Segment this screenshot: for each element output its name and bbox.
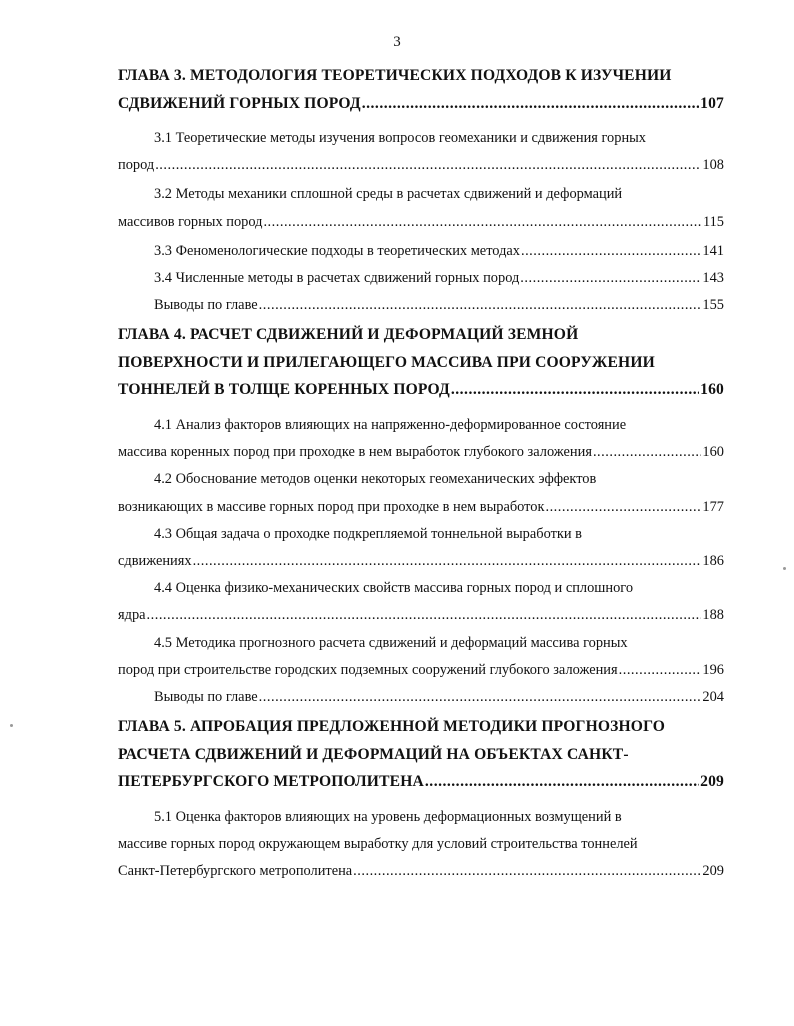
toc-section-4-4[interactable] [118, 575, 724, 629]
section-title-end: ядра [118, 607, 146, 624]
dot-leader [353, 858, 701, 885]
chapter-title-line: РАСЧЕТА СДВИЖЕНИЙ И ДЕФОРМАЦИЙ НА ОБЪЕКТАХ САНКТ- [118, 745, 629, 763]
toc-section-4-1[interactable] [118, 412, 724, 466]
toc-section-3-4[interactable] [118, 265, 724, 292]
page-ref: 160 [702, 444, 724, 461]
section-title-end: пород при строительстве городских подземных сооружений глубокого заложения [118, 661, 618, 678]
section-title: 3.2 Методы механики сплошной среды в расчетах сдвижений и деформаций [154, 186, 623, 203]
section-entry-line [118, 657, 724, 684]
chapter-title-line: ПОВЕРХНОСТИ И ПРИЛЕГАЮЩЕГО МАССИВА ПРИ СООРУЖЕНИИ [118, 353, 655, 371]
page-ref: 209 [702, 863, 724, 880]
section-entry-line [118, 858, 724, 885]
page-ref: 186 [702, 552, 724, 569]
toc-chapter-5[interactable] [118, 713, 724, 796]
dot-leader [155, 152, 701, 179]
section-title: 5.1 Оценка факторов влияющих на уровень деформационных возмущений в [154, 808, 622, 825]
page-ref: 155 [702, 297, 724, 314]
table-of-contents [118, 62, 724, 885]
dot-leader [362, 90, 699, 118]
dot-leader [263, 209, 701, 236]
dot-leader [147, 602, 702, 629]
section-entry-line [154, 238, 724, 265]
toc-chapter-3[interactable] [118, 62, 724, 117]
chapter-title-line: ГЛАВА 4. РАСЧЕТ СДВИЖЕНИЙ И ДЕФОРМАЦИЙ ЗЕМНОЙ [118, 326, 579, 344]
section-entry-line [154, 684, 724, 711]
dot-leader [259, 684, 702, 711]
page-ref: 141 [702, 242, 724, 259]
page-ref: 115 [702, 213, 724, 230]
page-ref: 160 [700, 381, 724, 399]
dot-leader [619, 657, 702, 684]
page-ref: 204 [702, 688, 724, 705]
section-entry-line [118, 209, 724, 236]
page-ref: 196 [702, 661, 724, 678]
section-title: Выводы по главе [154, 297, 258, 314]
toc-section-4-3[interactable] [118, 521, 724, 575]
page-ref: 108 [702, 157, 724, 174]
chapter-title-line: ГЛАВА 5. АПРОБАЦИЯ ПРЕДЛОЖЕННОЙ МЕТОДИКИ ПРОГНОЗНОГО [118, 718, 666, 736]
toc-conclusions-ch4[interactable] [118, 684, 724, 711]
scan-speck [783, 567, 786, 570]
page-ref: 107 [700, 94, 724, 112]
section-title: 3.1 Теоретические методы изучения вопросов геомеханики и сдвижения горных [154, 130, 647, 146]
toc-section-4-2[interactable] [118, 466, 724, 520]
dot-leader [545, 494, 701, 521]
section-entry-line [154, 292, 724, 319]
section-title-end: массивов горных пород [118, 213, 263, 230]
dot-leader [193, 548, 702, 575]
dot-leader [425, 768, 699, 796]
section-entry-line [118, 548, 724, 575]
toc-chapter-4[interactable] [118, 321, 724, 404]
section-entry-line [118, 152, 724, 179]
section-entry-line [118, 602, 724, 629]
chapter-entry-line [118, 768, 724, 796]
chapter-title-line: СДВИЖЕНИЙ ГОРНЫХ ПОРОД [118, 94, 361, 112]
page-ref: 188 [702, 607, 724, 624]
section-title: 4.2 Обоснование методов оценки некоторых геомеханических эффектов [154, 471, 597, 488]
scan-speck [10, 724, 13, 727]
page-ref: 143 [702, 270, 724, 287]
section-title-end: сдвижениях [118, 552, 192, 569]
toc-conclusions-ch3[interactable] [118, 292, 724, 319]
page-ref: 209 [700, 773, 724, 791]
section-entry-line [118, 439, 724, 466]
toc-section-3-3[interactable] [118, 238, 724, 265]
dot-leader [521, 238, 701, 265]
page-ref: 177 [702, 498, 724, 515]
toc-section-4-5[interactable] [118, 630, 724, 684]
chapter-title-line: ГЛАВА 3. МЕТОДОЛОГИЯ ТЕОРЕТИЧЕСКИХ ПОДХОДОВ К ИЗУЧЕНИИ [118, 67, 672, 84]
section-title-end: Санкт-Петербургского метрополитена [118, 863, 353, 880]
chapter-entry-line [118, 376, 724, 404]
toc-section-3-1[interactable] [118, 125, 724, 179]
section-title-end: возникающих в массиве горных пород при проходке в нем выработок [118, 498, 545, 515]
dot-leader [593, 439, 701, 466]
section-title: Выводы по главе [154, 688, 258, 705]
chapter-title-line: ТОННЕЛЕЙ В ТОЛЩЕ КОРЕННЫХ ПОРОД [118, 381, 450, 399]
section-title: 3.4 Численные методы в расчетах сдвижений горных пород [154, 270, 520, 287]
section-title-end: пород [118, 157, 155, 174]
section-title: 3.3 Феноменологические подходы в теоретических методах [154, 242, 520, 259]
dot-leader [451, 376, 699, 404]
toc-section-5-1[interactable] [118, 804, 724, 886]
dot-leader [259, 292, 702, 319]
section-title: 4.4 Оценка физико-механических свойств массива горных пород и сплошного [154, 580, 634, 597]
section-title: 4.3 Общая задача о проходке подкрепляемой тоннельной выработки в [154, 525, 582, 542]
section-title: 4.5 Методика прогнозного расчета сдвижений и деформаций массива горных [154, 634, 628, 651]
section-entry-line [154, 265, 724, 292]
toc-section-3-2[interactable] [118, 181, 724, 235]
section-title-end: массива коренных пород при проходке в нем выработок глубокого заложения [118, 444, 592, 461]
dot-leader [520, 265, 701, 292]
section-title-middle: массиве горных пород окружающем выработку для условий строительства тоннелей [118, 835, 638, 852]
section-entry-line [118, 494, 724, 521]
chapter-entry-line [118, 90, 724, 118]
page-number: 3 [393, 34, 401, 50]
chapter-title-line: ПЕТЕРБУРГСКОГО МЕТРОПОЛИТЕНА [118, 773, 424, 791]
section-title: 4.1 Анализ факторов влияющих на напряженно-деформированное состояние [154, 416, 627, 433]
